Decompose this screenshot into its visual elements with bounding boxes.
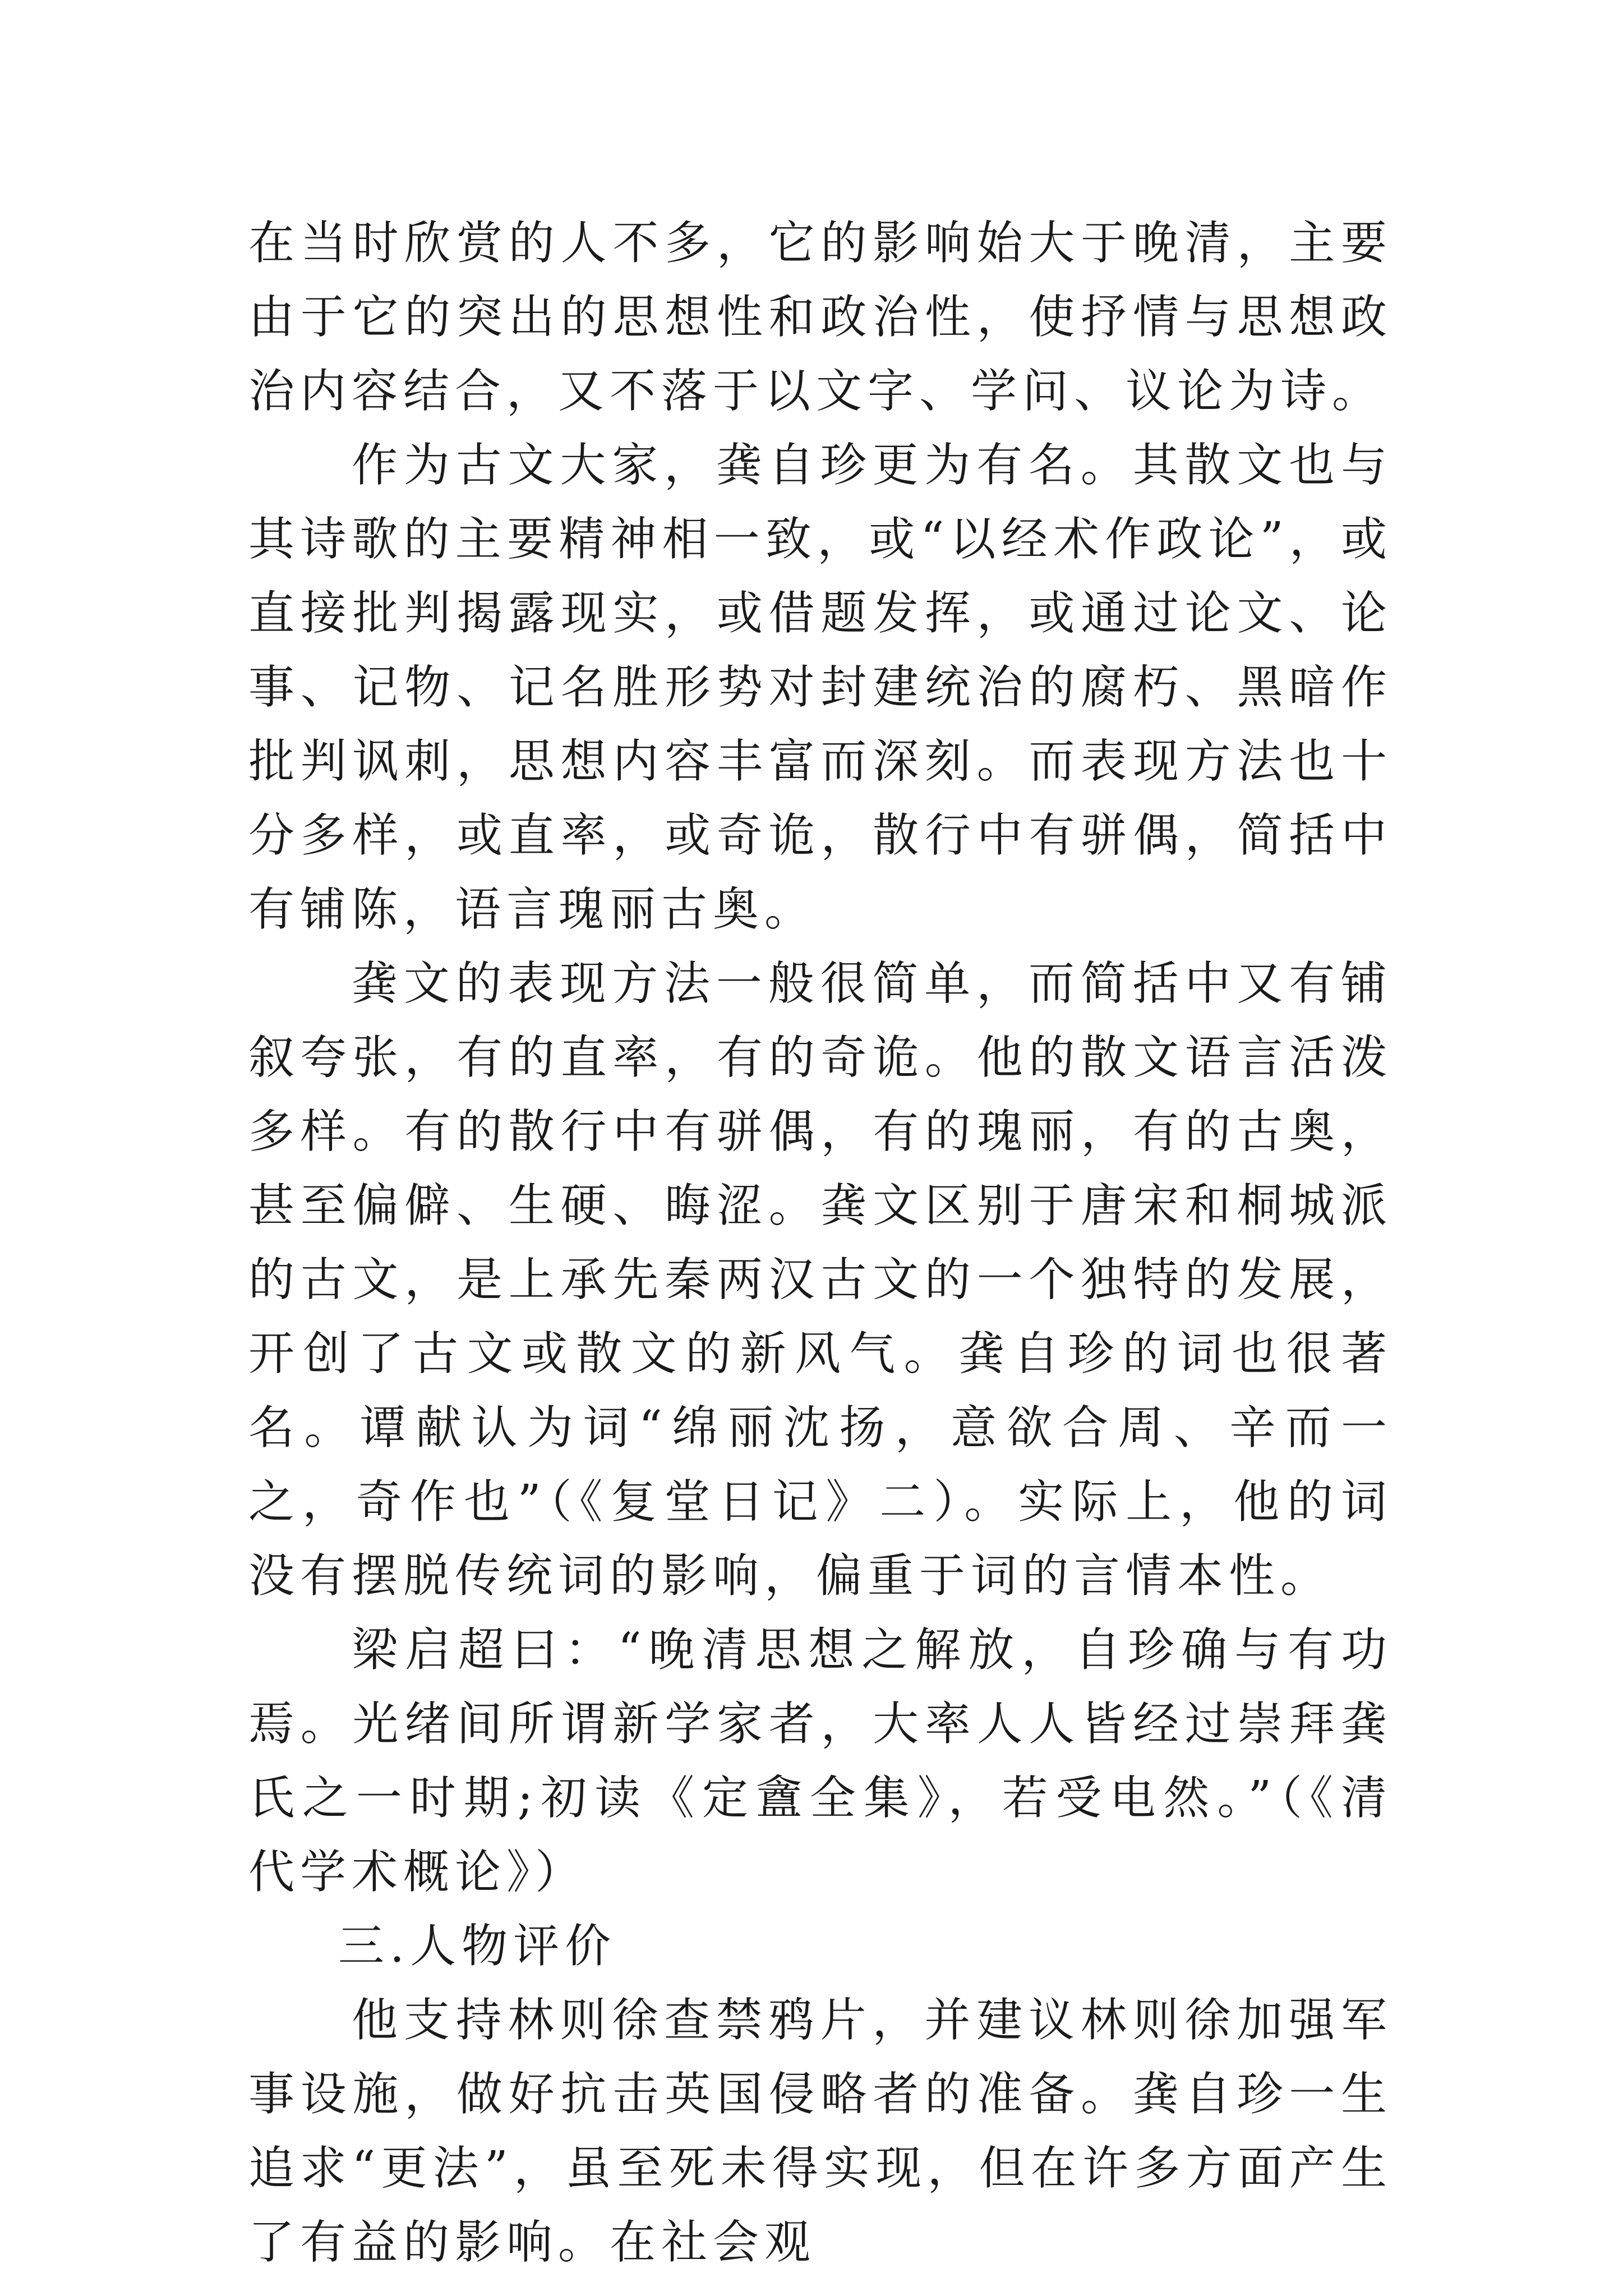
paragraph-3: 龚文的表现方法一般很简单，而简括中又有铺叙夸张，有的直率，有的奇诡。他的散文语言活泼多样。有的散行中有骈偶，有的瑰丽，有的古奥，甚至偏僻、生硬、晦涩。龚文区别于唐宋和桐城派的古文，是上承先秦两汉古文的一个独特的发展，开创了古文或散文的新风气。龚自珍的词也很著名。谭献认为词“绵丽沈扬，意欲合周、辛而一之，奇作也”（《复堂日记》二）。实际上，他的词没有摆脱传统词的影响，偏重于词的言情本性。 (248, 957, 1393, 1603)
section-heading: 三.人物评价 (338, 1920, 617, 1973)
paragraph-5: 他支持林则徐查禁鸦片，并建议林则徐加强军事设施，做好抗击英国侵略者的准备。龚自珍一生追求“更法”，虽至死未得实现，但在许多方面产生了有益的影响。在社会观 (248, 1994, 1393, 2269)
paragraph-2: 作为古文大家，龚自珍更为有名。其散文也与其诗歌的主要精神相一致，或“以经术作政论”，或直接批判揭露现实，或借题发挥，或通过论文、论事、记物、记名胜形势对封建统治的腐朽、黑暗作批判讽刺，思想内容丰富而深刻。而表现方法也十分多样，或直率，或奇诡，散行中有骈偶，简括中有铺陈，语言瑰丽古奥。 (248, 439, 1393, 936)
document-body (248, 206, 1393, 2280)
paragraph-4: 梁启超曰：“晚清思想之解放，自珍确与有功焉。光绪间所谓新学家者，大率人人皆经过崇拜龚氏之一时期;初读《定盦全集》，若受电然。”（《清代学术概论》） (248, 1623, 1393, 1899)
paragraph-1: 在当时欣赏的人不多，它的影响始大于晚清，主要由于它的突出的思想性和政治性，使抒情与思想政治内容结合，又不落于以文字、学问、议论为诗。 (248, 217, 1393, 418)
